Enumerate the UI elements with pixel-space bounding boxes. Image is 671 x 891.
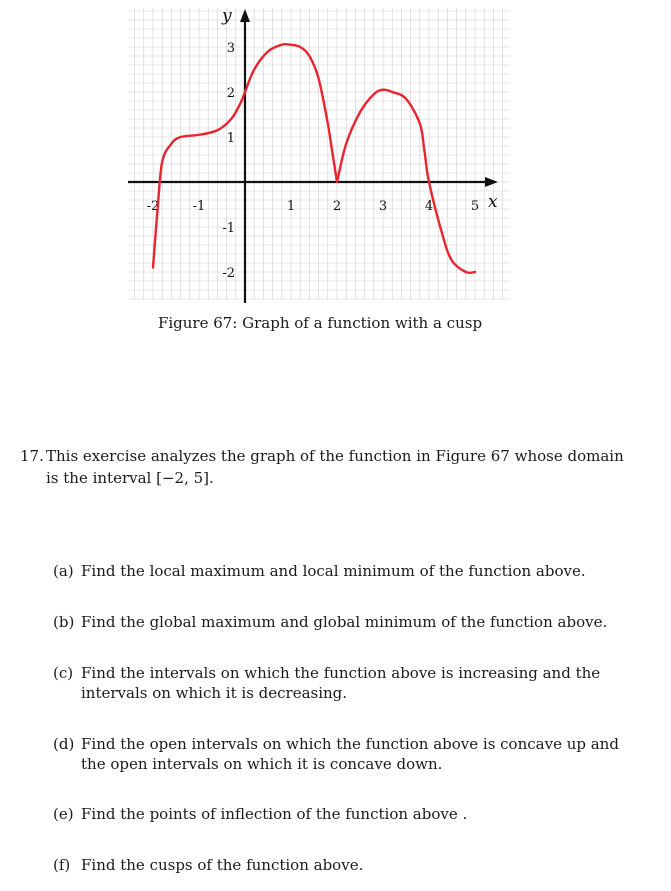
part-c xyxy=(53,663,643,703)
x-tick-label: 3 xyxy=(378,199,388,214)
part-label: (d) xyxy=(53,735,75,753)
part-label: (e) xyxy=(53,805,74,823)
y-tick-label: 3 xyxy=(226,41,235,56)
part-label: (b) xyxy=(53,613,75,631)
x-tick-label: 1 xyxy=(286,199,296,214)
x-axis-arrow xyxy=(485,177,498,187)
part-text: Find the local maximum and local minimum of the function above. xyxy=(81,562,586,580)
y-tick-label: 1 xyxy=(226,131,235,146)
function-graph xyxy=(0,0,671,310)
part-e xyxy=(53,804,643,824)
part-d xyxy=(53,734,643,774)
part-a xyxy=(53,561,643,581)
y-tick-label: -1 xyxy=(222,221,235,236)
x-tick-label: 2 xyxy=(332,199,342,214)
x-tick-label: -1 xyxy=(192,199,206,214)
problem-statement xyxy=(20,445,640,489)
part-f xyxy=(53,855,643,875)
figure-caption: Figure 67: Graph of a function with a cusp xyxy=(157,314,483,332)
x-tick-label: -2 xyxy=(146,199,160,214)
part-text: Find the global maximum and global minimum of the function above. xyxy=(81,613,608,631)
y-tick-label: 2 xyxy=(226,86,235,101)
part-text: Find the cusps of the function above. xyxy=(81,856,364,874)
problem-number: 17. xyxy=(20,447,44,465)
part-label: (c) xyxy=(53,664,74,682)
part-b xyxy=(53,612,643,632)
problem-text: This exercise analyzes the graph of the function in Figure 67 whose domain is the interval [−2, 5]. xyxy=(46,447,624,487)
part-label: (a) xyxy=(53,562,74,580)
axes xyxy=(128,9,498,303)
curve-layer xyxy=(153,44,475,273)
x-axis-label: x xyxy=(488,192,498,212)
x-tick-label: 5 xyxy=(470,199,480,214)
part-label: (f) xyxy=(53,856,71,874)
part-text: Find the points of inflection of the function above . xyxy=(81,805,468,823)
part-text: Find the intervals on which the function above is increasing and the intervals on which it is decreasing. xyxy=(81,664,601,702)
y-tick-label: -2 xyxy=(222,266,235,281)
y-axis-label: y xyxy=(222,6,232,26)
grid-lines xyxy=(128,8,510,300)
x-tick-label: 4 xyxy=(424,199,434,214)
part-text: Find the open intervals on which the function above is concave up and the open intervals on which it is concave down. xyxy=(81,735,619,773)
